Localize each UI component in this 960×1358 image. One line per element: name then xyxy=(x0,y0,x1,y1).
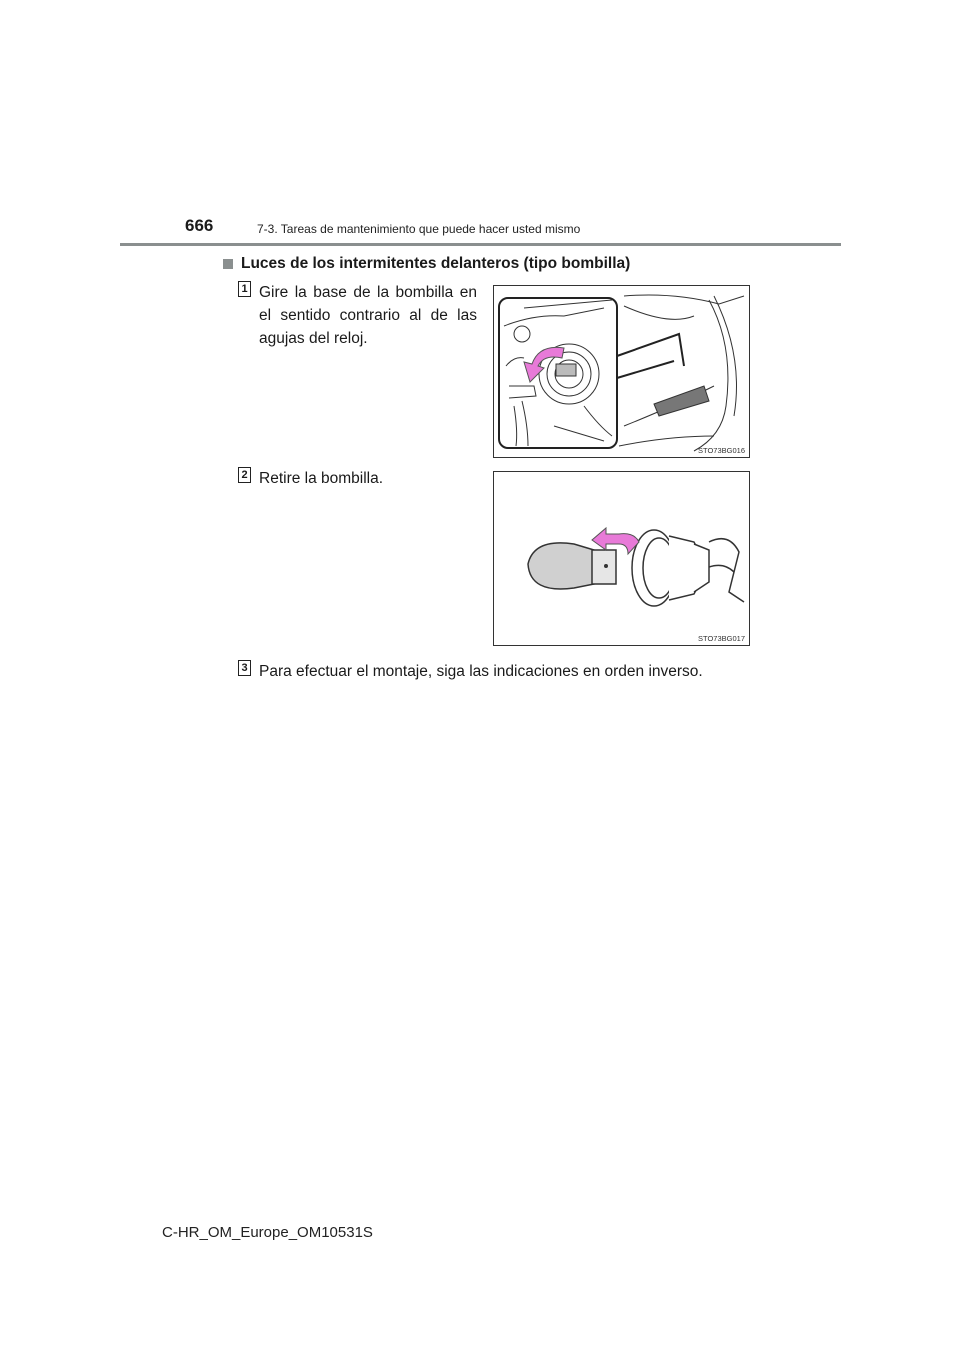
figure-bulb-base-rotation xyxy=(493,285,750,458)
step-2-badge: 2 xyxy=(238,467,251,483)
step-3-text: Para efectuar el montaje, siga las indicaciones en orden inverso. xyxy=(259,663,703,680)
document-id: C-HR_OM_Europe_OM10531S xyxy=(162,1224,373,1241)
step-2-text: Retire la bombilla. xyxy=(259,470,384,487)
figure-code: STO73BG017 xyxy=(698,634,745,643)
header-rule xyxy=(120,243,841,246)
page-number: 666 xyxy=(185,216,214,235)
step-3-badge: 3 xyxy=(238,660,251,676)
bulb-base-illustration xyxy=(494,286,749,457)
bulb-removal-illustration xyxy=(494,472,749,645)
figure-code: STO73BG016 xyxy=(698,446,745,455)
square-bullet-icon xyxy=(223,259,233,269)
section-title: 7-3. Tareas de mantenimiento que puede hacer usted mismo xyxy=(257,222,581,236)
step-1-text: Gire la base de la bombilla en el sentido contrario al de las agujas del reloj. xyxy=(259,284,477,347)
section-heading-text: Luces de los intermitentes delanteros (tipo bombilla) xyxy=(241,255,631,272)
figure-remove-bulb xyxy=(493,471,750,646)
section-heading xyxy=(223,255,630,273)
step-1-badge: 1 xyxy=(238,281,251,297)
